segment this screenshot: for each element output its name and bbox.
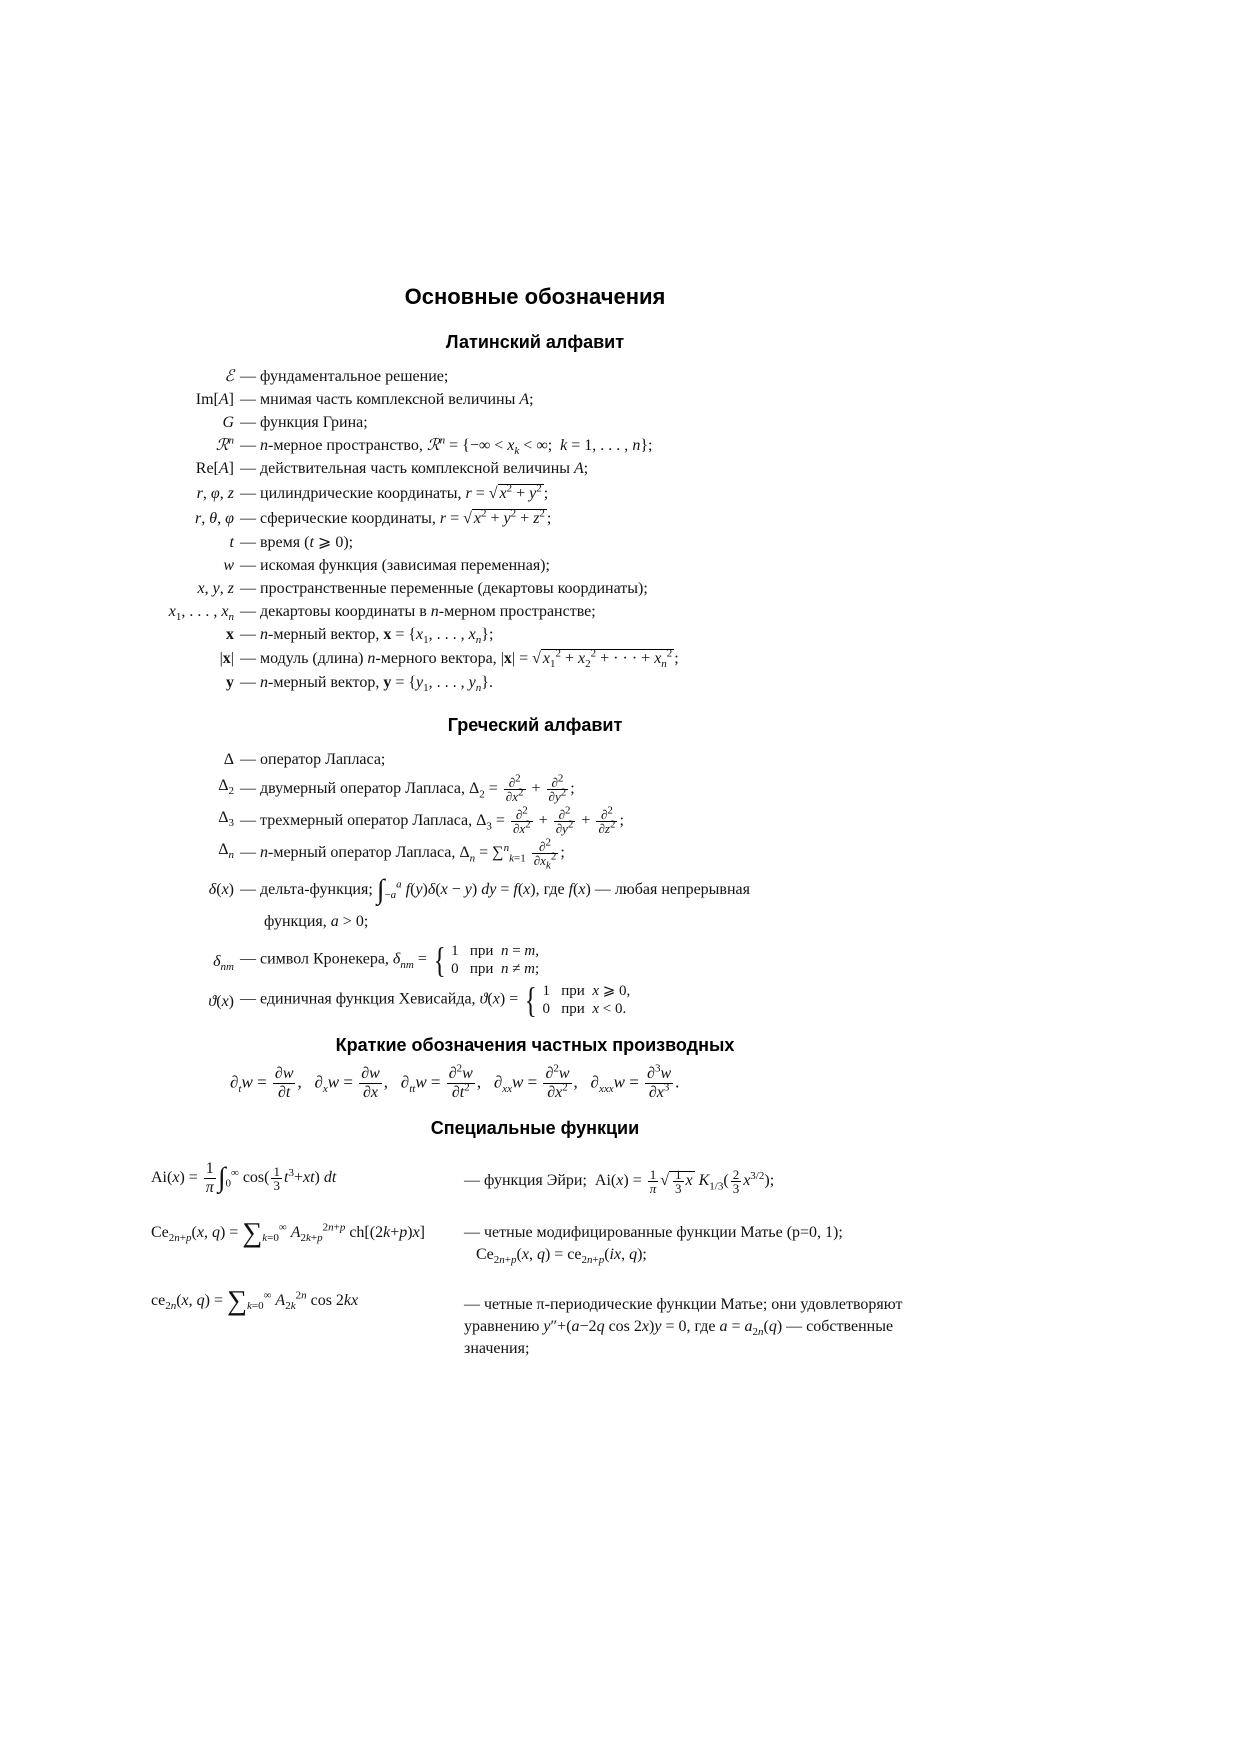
mathieu-ce2n-desc: — четные π-периодические функции Матье; они удовлетворяют уравнению y″+(a−2q cos 2x)y = 0, где $a = a_{2n}(q)$ — собственные значения; [464, 1296, 903, 1357]
partial-derivatives-formula: $\partial_tw$ = $\frac{\partial w}{\partial t}$ , $\partial_xw$ = $\frac{\partial w}{\partial x}$ , $\partial_{tt}w$ = $\frac{\partial^2w}{\partial t^2}$ , $\partial_{xx}w$ = $\frac{\partial^2w}{\partial x^2}$ , $\partial_{xxx}w$ = $\frac{\partial^3w}{\partial x^3}$ . [230, 1062, 680, 1101]
mathieu-ce2np-formula: $Ce_{2n+p}(x$, $q) = \sum_{k=0}^\infty$ $A_{2k+p}^{2n+p}$ ch[(2k+p)x] [151, 1217, 425, 1249]
airy-desc: — функция Эйри; Ai(x) = $\frac{1}{\pi}$ √ $\frac{1}{3}$ x $K_{1/3}$( $\frac{2}{3}$ $x^{3/2}$); [464, 1167, 775, 1196]
airy-formula: Ai(x) = $\frac{1}{\pi}$ $\int_0^\infty$ cos( $\frac{1}{3}$ $t^3+xt$) dt [151, 1160, 337, 1196]
mathieu-ce2np-desc: — четные модифицированные функции Матье (p=0, 1); $Ce_{2n+p}(x$, $q) = ce_{2n+p}(ix$, q); [464, 1224, 843, 1267]
mathieu-ce2n-formula: $ce_{2n}(x$, $q) = \sum_{k=0}^\infty$ $A_{2k}^{2n}$ cos 2kx [151, 1285, 359, 1317]
section-special: Специальные функции [430, 1118, 640, 1138]
section-greek: Греческий алфавит [447, 715, 623, 735]
row-kronecker: $\delta_{nm}$ — символ Кронекера, $\delta_{nm}$ = { 1 при n = m, 0 при n ≠ m; [213, 940, 540, 980]
document-page: Основные обозначения Латинский алфавит ℰ — фундаментальное решение; Im[A] — мнимая часть комплексной величины A; G — функция Грина; ℛ$^n$ — n-мерное пространство, ℛ$^n$ = {−∞ < $x_k$ < ∞; k = 1, . . . , n}; Re[A] — действительная часть комплексной величины A; r, φ, z — цилиндрические координаты, r = √ $x^2 + y^2$ ; r, θ, φ — сферические координаты, r = √ $x^2 + y^2 + z^2$ ; t — время (t ⩾ 0); w — искомая функция (зависимая переменная); x, y, z — пространственные переменные (декартовы координаты); $x_1$, . . . , $x_n$ — декартовы координаты в n-мерном пространстве; x — n-мерный вектор, $x = \{x_1$, . . . , $x_n$}; |x| — модуль (длина) n-мерного вектора, |x| = √ $x_1^2 + x_2^2$ + · · · + $x_n^2$ ; y — n-мерный вектор, $y = \{y_1$, . . . , $y_n$}. Греческий алфавит Δ — оператор Лапласа; $\Delta_2$ — двумерный оператор Лапласа, $\Delta_2$ = $\frac{\partial^2}{\partial x^2}$ + $\frac{\partial^2}{\partial y^2}$ ; $\Delta_3$ — трехмерный оператор Лапласа, $\Delta_3$ = $\frac{\partial^2}{\partial x^2}$ + $\frac{\partial^2}{\partial y^2}$ + $\frac{\partial^2}{\partial z^2}$ ; $\Delta_n$ — n-мерный оператор Лапласа, $\Delta_n = \sum^n_{k=1}$ $\frac{\partial^2}{\partial x_k^2}$ ; δ(x) — дельта-функция; $\int_{-a}^a$ f(y)δ(x − y) dy = f(x), где f(x) — любая непрерывная функция, a > 0; $\delta_{nm}$ — символ Кронекера, $\delta_{nm}$ = { 1 при n = m, 0 при n ≠ m; ϑ(x) — единичная функция Хевисайда, ϑ(x) = { 1 при x ⩾ 0, 0 при x < 0. Краткие обозначения частных производных $\partial_tw$ = $\frac{\partial w}{\partial t}$ , $\partial_xw$ = $\frac{\partial w}{\partial x}$ , $\partial_{tt}w$ = $\frac{\partial^2w}{\partial t^2}$ , $\partial_{xx}w$ = $\frac{\partial^2w}{\partial x^2}$ , $\partial_{xxx}w$ = $\frac{\partial^3w}{\partial x^3}$ . Специальные функции Ai(x) = $\frac{1}{\pi}$ $\int_0^\infty$ cos( $\frac{1}{3}$ $t^3+xt$) dt — функция Эйри; Ai(x) = $\frac{1}{\pi}$ √ $\frac{1}{3}$ x $K_{1/3}$( $\frac{2}{3}$ $x^{3/2}$); $Ce_{2n+p}(x$, $q) = \sum_{k=0}^\infty$ $A_{2k+p}^{2n+p}$ ch[(2k+p)x] — четные модифицированные функции Матье (p=0, 1); $Ce_{2n+p}(x$, $q) = ce_{2n+p}(ix$, q); $ce_{2n}(x$, $q) = \sum_{k=0}^\infty$ $A_{2k}^{2n}$ cos 2kx — четные π-периодические функции Матье; они удовлетворяют уравнению y″+(a−2q cos 2x)y = 0, где $a = a_{2n}(q)$ — собственные значения; [0, 0, 1241, 1754]
row-heaviside: ϑ(x) — единичная функция Хевисайда, ϑ(x) = { 1 при x ⩾ 0, 0 при x < 0. [208, 980, 631, 1020]
section-latin: Латинский алфавит [445, 332, 625, 352]
section-partial: Краткие обозначения частных производных [335, 1035, 735, 1055]
page-title: Основные обозначения [404, 284, 666, 309]
